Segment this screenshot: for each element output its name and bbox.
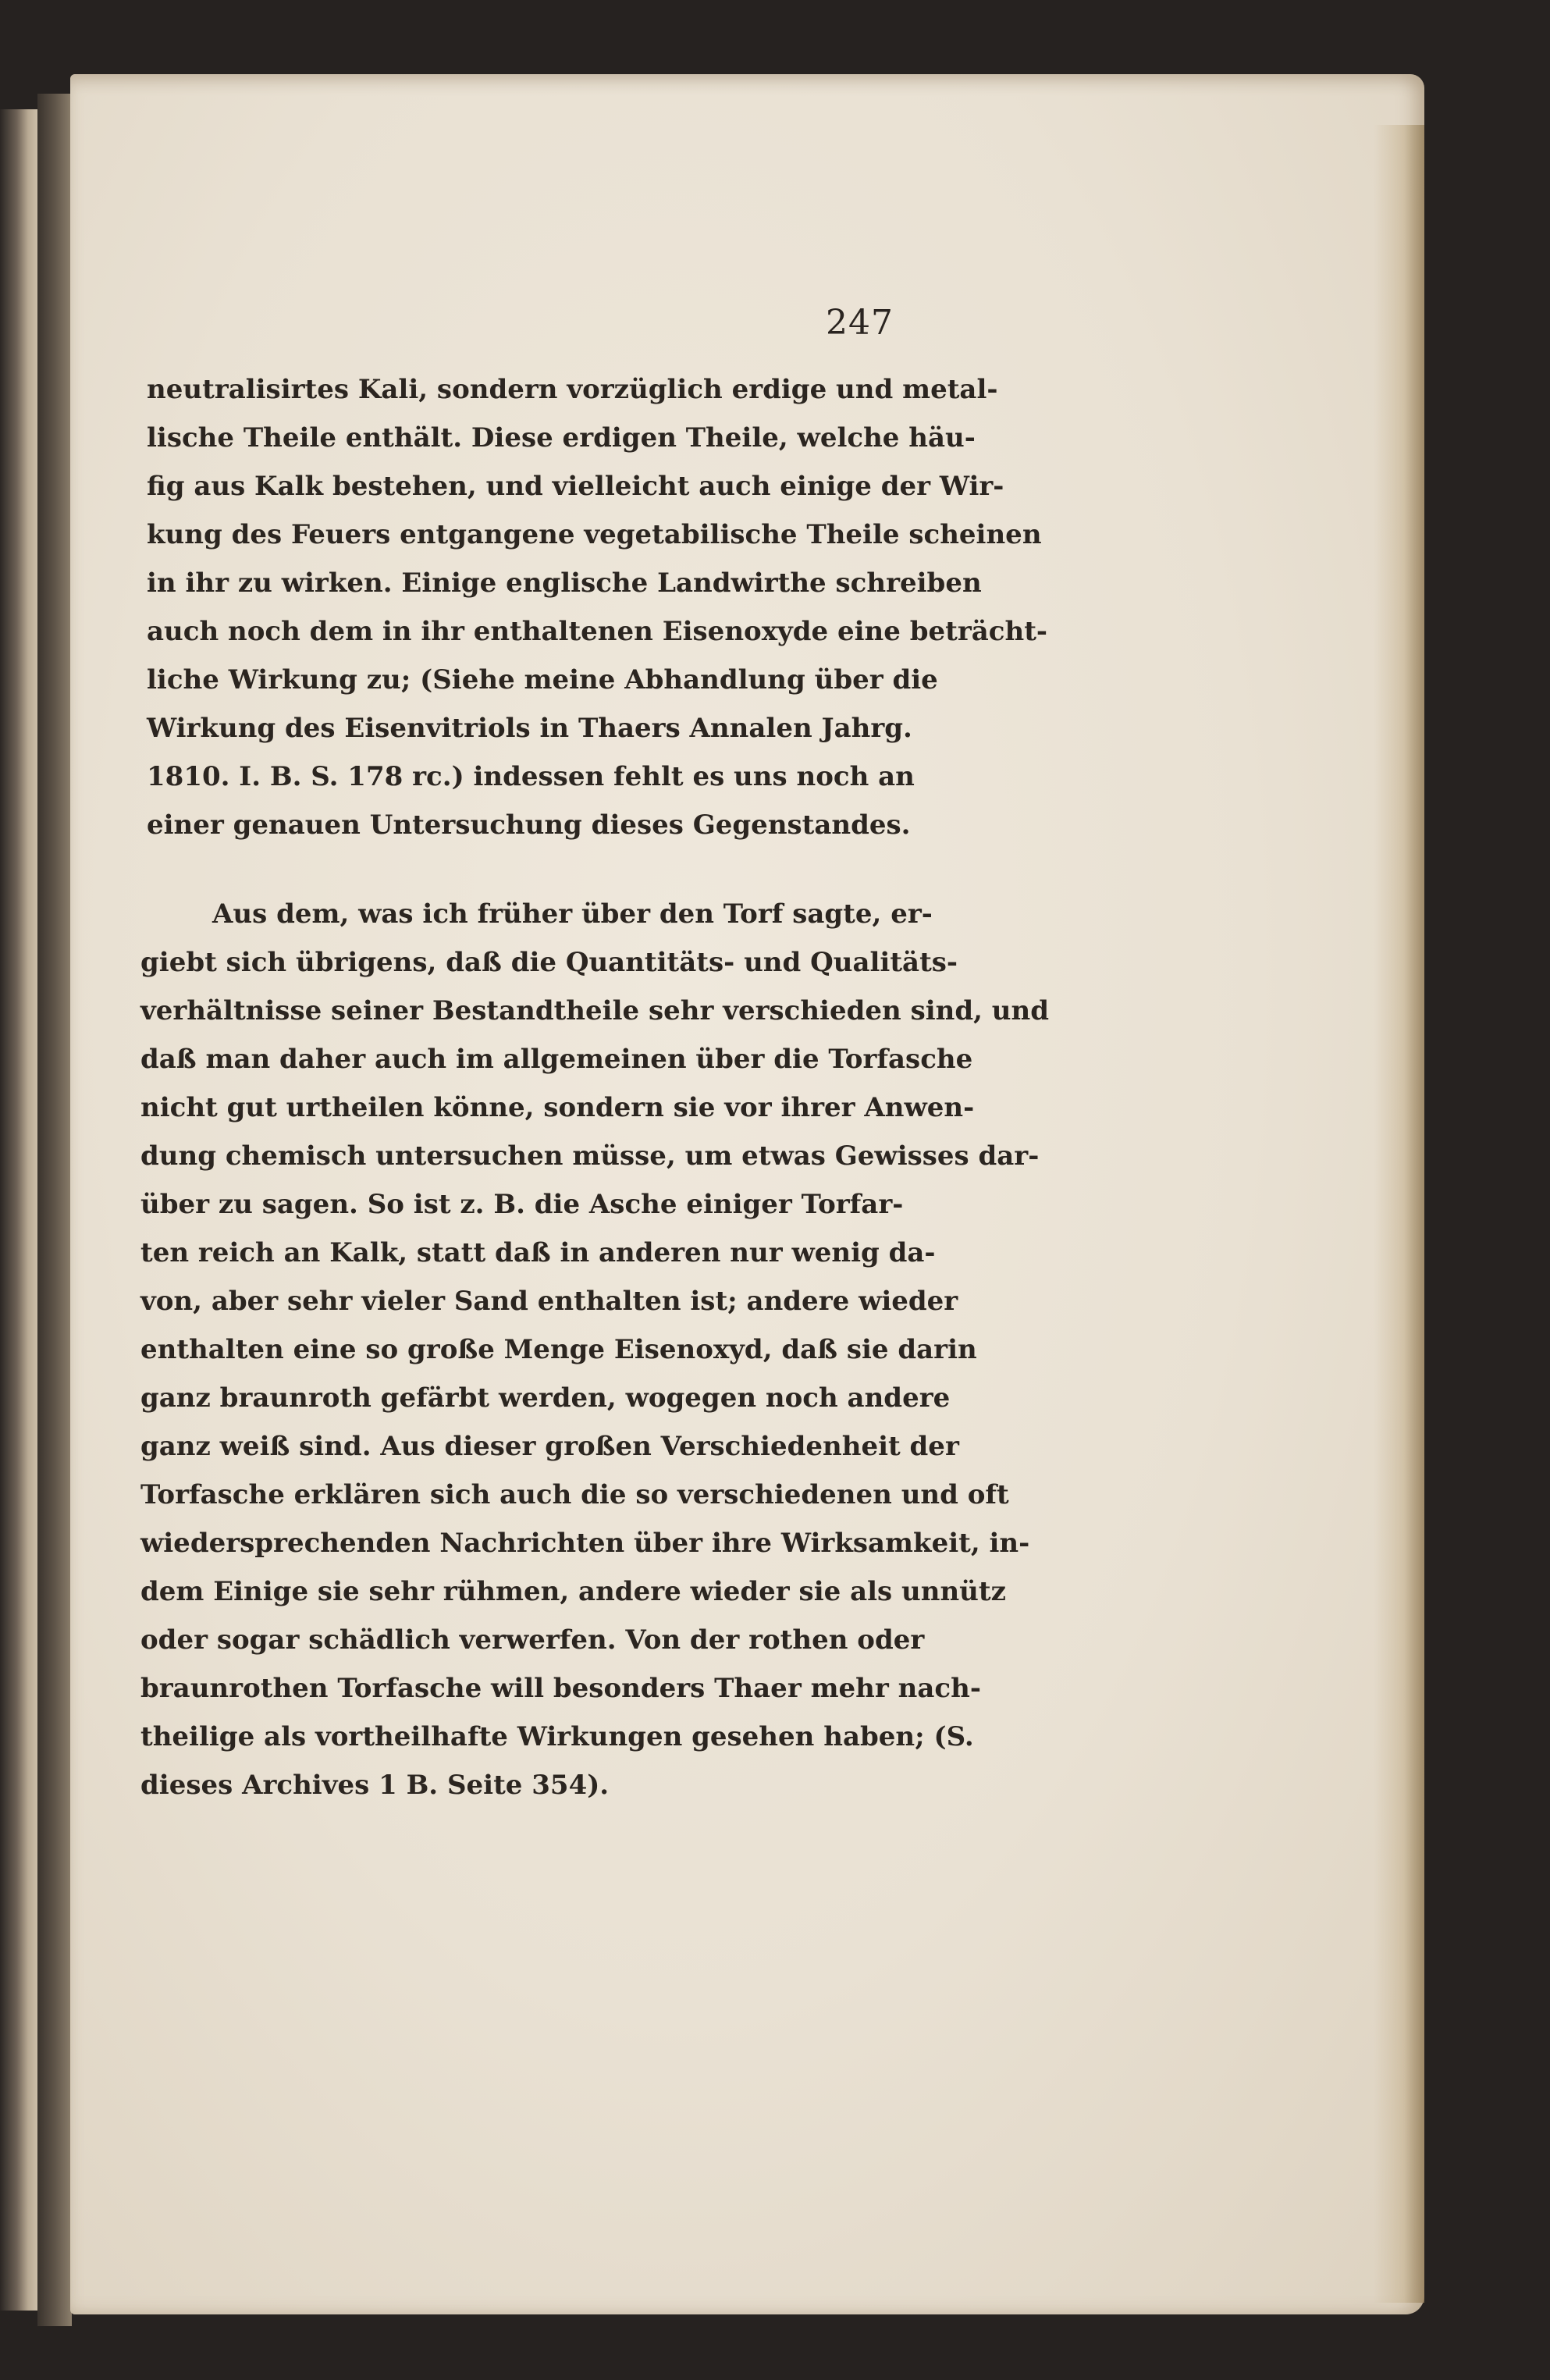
page-right-edge bbox=[1374, 125, 1424, 2303]
paragraph bbox=[147, 365, 1048, 849]
text-line: Torfasche erklären sich auch die so verschiedenen und oft bbox=[140, 1479, 1009, 1510]
text-line: ganz weiß sind. Aus dieser großen Verschiedenheit der bbox=[140, 1431, 959, 1462]
book-gutter bbox=[37, 94, 72, 2326]
page-number: 247 bbox=[826, 303, 894, 343]
text-line: ten reich an Kalk, statt daß in anderen nur wenig da- bbox=[140, 1237, 936, 1268]
text-line: theilige als vortheilhafte Wirkungen gesehen haben; (S. bbox=[140, 1721, 974, 1752]
text-line: kung des Feuers entgangene vegetabilische Theile scheinen bbox=[147, 519, 1042, 550]
text-line: über zu sagen. So ist z. B. die Asche einiger Torfar- bbox=[140, 1189, 904, 1220]
paragraph bbox=[140, 890, 1050, 1809]
text-line: 1810. I. B. S. 178 rc.) indessen fehlt es uns noch an bbox=[147, 761, 915, 792]
text-line: enthalten eine so große Menge Eisenoxyd, daß sie darin bbox=[140, 1334, 977, 1365]
text-line: verhältnisse seiner Bestandtheile sehr verschieden sind, und bbox=[140, 995, 1050, 1026]
text-line: einer genauen Untersuchung dieses Gegenstandes. bbox=[147, 809, 911, 841]
text-line: fig aus Kalk bestehen, und vielleicht auch einige der Wir- bbox=[147, 471, 1004, 502]
text-line: dieses Archives 1 B. Seite 354). bbox=[140, 1770, 610, 1801]
text-line: in ihr zu wirken. Einige englische Landwirthe schreiben bbox=[147, 567, 982, 599]
text-line: dem Einige sie sehr rühmen, andere wieder sie als unnütz bbox=[140, 1576, 1006, 1607]
text-line: wiedersprechenden Nachrichten über ihre Wirksamkeit, in- bbox=[140, 1528, 1030, 1559]
text-line: braunrothen Torfasche will besonders Thaer mehr nach- bbox=[140, 1673, 981, 1704]
text-line: dung chemisch untersuchen müsse, um etwas Gewisses dar- bbox=[140, 1140, 1040, 1172]
text-line: giebt sich übrigens, daß die Quantitäts- und Qualitäts- bbox=[140, 947, 958, 978]
text-line: liche Wirkung zu; (Siehe meine Abhandlung über die bbox=[147, 664, 938, 696]
text-line: oder sogar schädlich verwerfen. Von der rothen oder bbox=[140, 1624, 925, 1656]
text-line: nicht gut urtheilen könne, sondern sie vor ihrer Anwen- bbox=[140, 1092, 975, 1123]
text-line: daß man daher auch im allgemeinen über die Torfasche bbox=[140, 1044, 973, 1075]
text-line: auch noch dem in ihr enthaltenen Eisenoxyde eine beträcht- bbox=[147, 616, 1048, 647]
text-line: neutralisirtes Kali, sondern vorzüglich erdige und metal- bbox=[147, 374, 998, 405]
text-line: lische Theile enthält. Diese erdigen Theile, welche häu- bbox=[147, 422, 976, 454]
left-page-edge bbox=[0, 109, 37, 2311]
text-line: ganz braunroth gefärbt werden, wogegen noch andere bbox=[140, 1382, 951, 1414]
text-line: Aus dem, was ich früher über den Torf sagte, er- bbox=[212, 898, 933, 930]
text-line: Wirkung des Eisenvitriols in Thaers Annalen Jahrg. bbox=[147, 713, 912, 744]
text-line: von, aber sehr vieler Sand enthalten ist; andere wieder bbox=[140, 1286, 958, 1317]
